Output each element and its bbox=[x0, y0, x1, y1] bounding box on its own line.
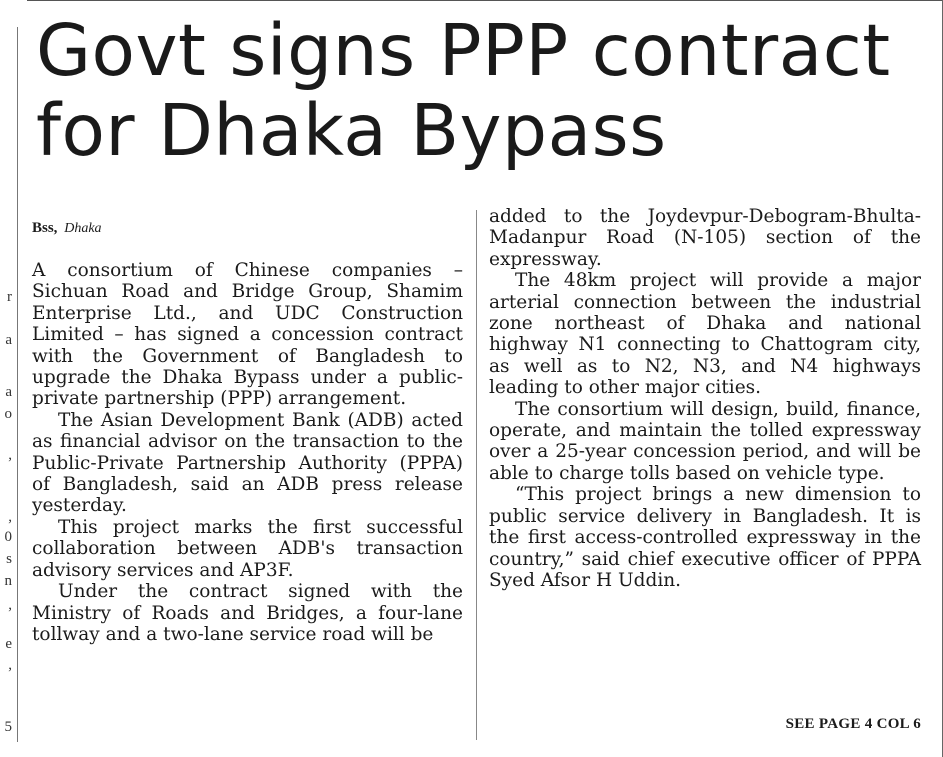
byline bbox=[32, 218, 102, 237]
fragment: n bbox=[4, 573, 12, 589]
fragment: , bbox=[8, 597, 12, 613]
top-rule bbox=[27, 0, 943, 1]
fragment: , bbox=[8, 657, 12, 673]
fragment: a bbox=[5, 384, 12, 400]
fragment: a bbox=[5, 332, 12, 348]
article-paragraph: “This project brings a new dimension to public service delivery in Bangladesh. It is the first access-controlled expressway in the country,” said chief executive officer of PPPA Syed Afsor H Uddin. bbox=[489, 484, 921, 591]
article-paragraph: added to the Joydevpur-Debogram-Bhulta-Madanpur Road (N-105) section of the expressway. bbox=[489, 206, 921, 270]
article-paragraph: The 48km project will provide a major arterial connection between the industrial zone northeast of Dhaka and national highway N1 connecting to Chattogram city, as well as to N2, N3, and N4 highways leading to other major cities. bbox=[489, 270, 921, 399]
article-paragraph: Under the contract signed with the Ministry of Roads and Bridges, a four-lane tollway and a two-lane service road will be bbox=[32, 581, 463, 645]
fragment: , bbox=[8, 447, 12, 463]
headline-line-1: Govt signs PPP contract bbox=[36, 9, 891, 92]
headline bbox=[36, 11, 936, 171]
article-column-left bbox=[32, 260, 463, 645]
article-paragraph: The Asian Development Bank (ADB) acted as financial advisor on the transaction to the Public-Private Partnership Authority (PPPA) of Bangladesh, said an ADB press release yesterday. bbox=[32, 409, 463, 517]
byline-dateline: Dhaka bbox=[64, 221, 102, 236]
fragment: , bbox=[8, 509, 12, 525]
fragment: o bbox=[4, 406, 12, 422]
byline-agency: Bss, bbox=[32, 220, 58, 236]
article-paragraph: A consortium of Chinese companies – Sichuan Road and Bridge Group, Shamim Enterprise Ltd., and UDC Construction Limited – has signed a concession contract with the Government of Bangladesh to upgrade the Dhaka Bypass under a public-private partnership (PPP) arrangement. bbox=[32, 260, 463, 410]
column-divider-middle bbox=[476, 210, 477, 740]
fragment: r bbox=[7, 289, 12, 305]
fragment: e bbox=[5, 636, 12, 652]
continued-on-jump-line: SEE PAGE 4 COL 6 bbox=[785, 716, 921, 732]
article-column-right bbox=[489, 206, 921, 591]
headline-line-2: for Dhaka Bypass bbox=[36, 89, 667, 172]
fragment: s bbox=[6, 551, 12, 567]
article-paragraph: This project marks the first successful collaboration between ADB's transaction advisory services and AP3F. bbox=[32, 516, 463, 581]
adjacent-column-fragments bbox=[0, 0, 14, 757]
column-divider-left bbox=[17, 27, 18, 742]
fragment: 5 bbox=[4, 719, 12, 735]
fragment: 0 bbox=[4, 529, 12, 545]
article-paragraph: The consortium will design, build, finance, operate, and maintain the tolled expressway over a 25-year concession period, and will be able to charge tolls based on vehicle type. bbox=[489, 398, 921, 484]
